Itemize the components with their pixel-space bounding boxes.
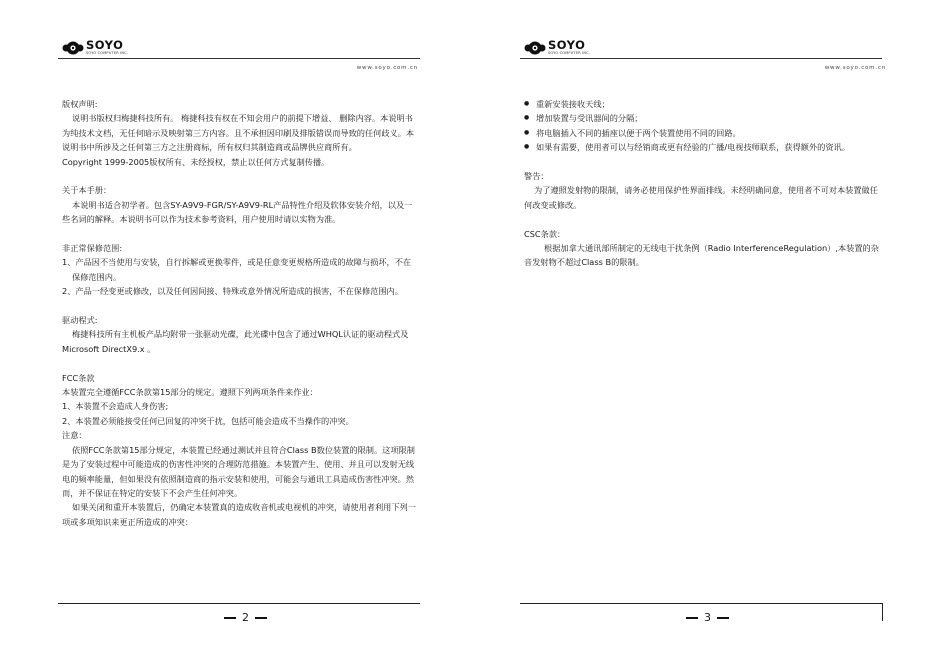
left-page-body [62, 97, 418, 529]
list-item: ● 重新安装接收天线； [524, 97, 882, 111]
warning-paragraph: 为了遵照发射物的限制，请务必使用保护性界面排线。未经明确同意，使用者不可对本装置做任何改变或修改。 [524, 185, 878, 210]
csc-heading: CSC条款： [524, 228, 566, 239]
crop-mark [882, 603, 883, 621]
note-paragraph: 如果关闭和重开本装置后，仍确定本装置真的造成收音机或电视机的冲突，请使用者利用下列一项或多项知识来更正所造成的冲突： [62, 502, 416, 527]
footer-rule [58, 603, 420, 604]
note-heading: 注意： [62, 430, 87, 441]
soyo-logo [62, 40, 128, 55]
copyright-line: Copyright 1999-2005版权所有、未经授权，禁止以任何方式复制传播。 [62, 156, 330, 167]
list-item: ● 将电脑插入不同的插座以便于两个装置使用不同的回路。 [524, 126, 882, 140]
page-number-dash [255, 617, 267, 619]
fcc-heading: FCC条款 [62, 372, 95, 383]
list-item: ● 如果有需要，使用者可以与经销商或更有经验的广播/电视技师联系，获得额外的资讯。 [524, 140, 882, 154]
fcc-condition: 2、本装置必须能接受任何已回复的冲突干扰，包括可能会造成不当操作的冲突。 [62, 415, 354, 426]
driver-heading: 驱动程式: [62, 315, 98, 326]
page-number [218, 611, 273, 624]
warranty-item: 1、产品因不当使用与安装，自行拆解或更换零件，或是任意变更规格所造成的故障与损坏，不在保修范围内。 [62, 257, 412, 282]
page-number [680, 611, 735, 624]
note-paragraph: 依照FCC条款第15部分规定，本装置已经通过测试并且符合Class B数位装置的限制。这项限制是为了安装过程中可能造成的伤害性冲突的合理防范措施。本装置产生、使用、并且可以发射无线电的频率能量，但如果没有依照制造商的指示安装和使用，可能会与通讯工具造成伤害性冲突。然而，并不保证在特定的安装下不会产生任何冲突。 [62, 444, 415, 498]
page-number-dash [717, 617, 729, 619]
website-url: www.soyo.com.cn [824, 65, 886, 71]
soyo-logo-mark-icon [62, 41, 84, 55]
warranty-item: 2、产品一经变更或修改，以及任何因间接、特殊或意外情况所造成的损害，不在保修范围内。 [62, 286, 403, 297]
soyo-logo [524, 40, 590, 55]
brand-name: SOYO [86, 38, 124, 52]
brand-tagline: SOYO COMPUTER INC. [548, 51, 591, 55]
fcc-condition: 1、本装置不会造成人身伤害; [62, 401, 169, 412]
website-url: www.soyo.com.cn [356, 65, 418, 71]
header-rule [58, 58, 420, 59]
csc-paragraph: 根据加拿大通讯部所制定的无线电干扰条例（Radio InterferenceRegulation）,本装置的杂音发射物不超过Class B的限制。 [524, 243, 879, 268]
warning-heading: 警告： [524, 171, 549, 182]
driver-paragraph: 梅捷科技所有主机板产品均附带一张驱动光碟，此光碟中包含了通过WHQL认证的驱动程式及Microsoft DirectX9.x 。 [62, 329, 409, 354]
page-number-text: 2 [242, 611, 249, 624]
brand-tagline: SOYO COMPUTER INC. [86, 51, 129, 55]
copyright-heading: 版权声明: [62, 99, 98, 109]
manual-paragraph: 本说明书适合初学者。包含SY-A9V9-FGR/SY-A9V9-RL产品特性介绍及软体安装介绍，以及一些名词的解释。本说明书可以作为技术参考资料，用户使用时请以实物为准。 [62, 199, 413, 225]
remedy-list [524, 97, 882, 155]
header-rule [520, 58, 882, 59]
page-number-text: 3 [704, 611, 711, 624]
fcc-intro: 本装置完全遵循FCC条款第15部分的规定。遵照下列两项条件来作业： [62, 387, 318, 398]
list-item: ● 增加装置与受讯器间的分隔； [524, 111, 882, 125]
right-page-body [524, 97, 882, 270]
manual-heading: 关于本手册： [62, 185, 112, 196]
brand-name: SOYO [548, 38, 586, 52]
footer-rule [520, 603, 882, 604]
warranty-heading: 非正常保修范围: [62, 243, 123, 254]
right-page [468, 0, 936, 663]
copyright-paragraph: 说明书版权归梅捷科技所有。 梅捷科技有权在不知会用户的前提下增益、 删除内容。本说明书为纯技术文档，无任何暗示及映射第三方内容。且不承担因印刷及排版错误而导致的任何歧义。本说明书中所涉及之任何第三方之注册商标，所有权归其制造商或品牌供应商所有。 [62, 113, 415, 153]
page-number-dash [686, 617, 698, 619]
soyo-logo-mark-icon [524, 41, 546, 55]
page-number-dash [224, 617, 236, 619]
